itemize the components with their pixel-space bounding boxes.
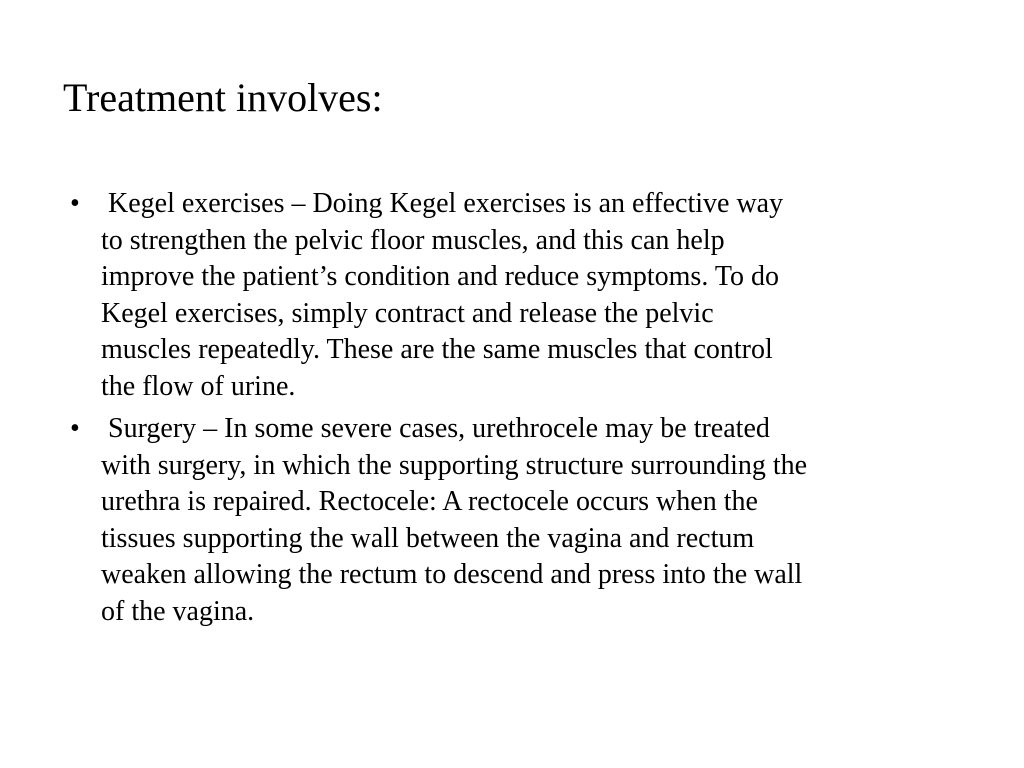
bullet-line: the flow of urine. <box>101 370 296 402</box>
bullet-line: Surgery – In some severe cases, urethrocele may be treated <box>108 413 770 444</box>
bullet-line: to strengthen the pelvic floor muscles, and this can help <box>101 224 725 256</box>
bullet-text <box>101 411 967 630</box>
bullet-icon: • <box>70 188 80 219</box>
bullet-line: muscles repeatedly. These are the same muscles that control <box>101 334 773 365</box>
bullet-text <box>101 186 967 405</box>
bullet-line: with surgery, in which the supporting structure surrounding the <box>101 449 808 481</box>
bullet-line: tissues supporting the wall between the vagina and rectum <box>101 522 755 554</box>
bullet-line: of the vagina. <box>101 595 255 627</box>
bullet-icon: • <box>70 413 80 444</box>
bullet-item-kegel-exercises <box>62 186 967 405</box>
bullet-line: urethra is repaired. Rectocele: A rectocele occurs when the <box>101 486 758 517</box>
bullet-line: Kegel exercises – Doing Kegel exercises is an effective way <box>108 188 784 219</box>
bullet-list <box>62 186 967 636</box>
slide-title: Treatment involves: <box>63 75 383 120</box>
bullet-item-surgery <box>62 411 967 630</box>
bullet-line: improve the patient’s condition and reduce symptoms. To do <box>101 261 779 292</box>
bullet-line: weaken allowing the rectum to descend and press into the wall <box>101 559 803 590</box>
bullet-line: Kegel exercises, simply contract and release the pelvic <box>101 297 714 329</box>
